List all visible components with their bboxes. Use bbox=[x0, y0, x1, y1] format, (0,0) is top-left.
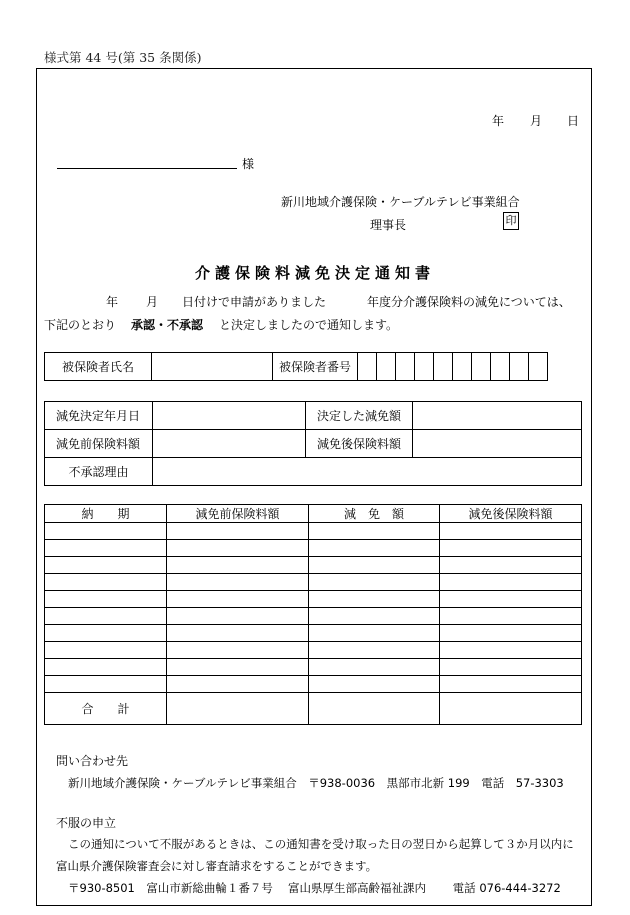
appeal-line3: 〒930-8501 富山市新総曲輪１番７号 富山県厚生部高齢福祉課内 電話 076-444-3272 bbox=[68, 881, 561, 895]
payment-table-header bbox=[45, 505, 582, 523]
insured-number-digit bbox=[472, 353, 491, 381]
header-due-date: 納 期 bbox=[45, 505, 167, 523]
table-row bbox=[45, 591, 582, 608]
date-day-label: 日 bbox=[567, 114, 580, 128]
decided-amount-label: 決定した減免額 bbox=[306, 402, 413, 430]
body-line2-suffix: と決定しましたので通知します。 bbox=[219, 318, 399, 332]
table-row bbox=[45, 523, 582, 540]
body-line2-prefix: 下記のとおり bbox=[44, 318, 117, 332]
issuer-organization: 新川地域介護保険・ケーブルテレビ事業組合 bbox=[281, 195, 520, 209]
before-premium-label: 減免前保険料額 bbox=[45, 430, 153, 458]
decision-date-label: 減免決定年月日 bbox=[45, 402, 153, 430]
approval-choice: 承認・不承認 bbox=[131, 318, 204, 332]
table-row bbox=[45, 557, 582, 574]
appeal-line1: この通知について不服があるときは、この通知書を受け取った日の翌日から起算して３か月以内に bbox=[68, 837, 574, 851]
rejection-reason-cell bbox=[153, 458, 582, 486]
insured-number-digit bbox=[529, 353, 548, 381]
insured-number-digit bbox=[415, 353, 434, 381]
appeal-line2: 富山県介護保険審査会に対し審査請求をすることができます。 bbox=[56, 859, 378, 873]
table-row bbox=[45, 625, 582, 642]
document-title: 介護保険料減免決定通知書 bbox=[194, 264, 435, 282]
after-premium-label: 減免後保険料額 bbox=[306, 430, 413, 458]
total-label: 合 計 bbox=[45, 693, 167, 725]
contact-line: 新川地域介護保険・ケーブルテレビ事業組合 〒938-0036 黒部市北新 199 電話 57-3303 bbox=[68, 776, 564, 790]
table-row bbox=[45, 608, 582, 625]
insured-number-digit bbox=[434, 353, 453, 381]
appeal-title: 不服の申立 bbox=[56, 816, 117, 830]
header-after-amount: 減免後保険料額 bbox=[440, 505, 582, 523]
form-number-header: 様式第 44 号(第 35 条関係) bbox=[44, 50, 202, 65]
addressee-name-line bbox=[57, 168, 237, 169]
decision-table bbox=[44, 401, 582, 486]
body-fiscal-text: 年度分介護保険料の減免については、 bbox=[367, 295, 571, 309]
body-application-text: 日付けで申請がありました bbox=[182, 295, 327, 309]
insured-name-cell bbox=[152, 353, 273, 381]
header-reduction-amount: 減 免 額 bbox=[309, 505, 440, 523]
total-row bbox=[45, 693, 582, 725]
date-year-label: 年 bbox=[492, 114, 505, 128]
after-premium-cell bbox=[413, 430, 582, 458]
table-row bbox=[45, 659, 582, 676]
insured-number-label: 被保険者番号 bbox=[273, 353, 358, 381]
table-row bbox=[45, 642, 582, 659]
issuer-title: 理事長 bbox=[370, 218, 407, 232]
insured-number-digit bbox=[491, 353, 510, 381]
body-year-label: 年 bbox=[106, 295, 119, 309]
insured-number-digit bbox=[453, 353, 472, 381]
decision-date-cell bbox=[153, 402, 306, 430]
table-row bbox=[45, 540, 582, 557]
rejection-reason-label: 不承認理由 bbox=[45, 458, 153, 486]
payment-table bbox=[44, 504, 582, 725]
insured-info-table bbox=[44, 352, 548, 381]
header-before-amount: 減免前保険料額 bbox=[167, 505, 309, 523]
body-month-label: 月 bbox=[146, 295, 159, 309]
table-row bbox=[45, 676, 582, 693]
date-month-label: 月 bbox=[530, 114, 543, 128]
before-premium-cell bbox=[153, 430, 306, 458]
insured-number-digit bbox=[396, 353, 415, 381]
insured-number-digit bbox=[377, 353, 396, 381]
insured-number-digit bbox=[358, 353, 377, 381]
decided-amount-cell bbox=[413, 402, 582, 430]
table-row bbox=[45, 574, 582, 591]
insured-number-digit bbox=[510, 353, 529, 381]
seal-mark: 印 bbox=[503, 212, 519, 230]
contact-title: 問い合わせ先 bbox=[56, 754, 129, 768]
insured-name-label: 被保険者氏名 bbox=[45, 353, 152, 381]
addressee-honorific: 様 bbox=[242, 157, 255, 171]
